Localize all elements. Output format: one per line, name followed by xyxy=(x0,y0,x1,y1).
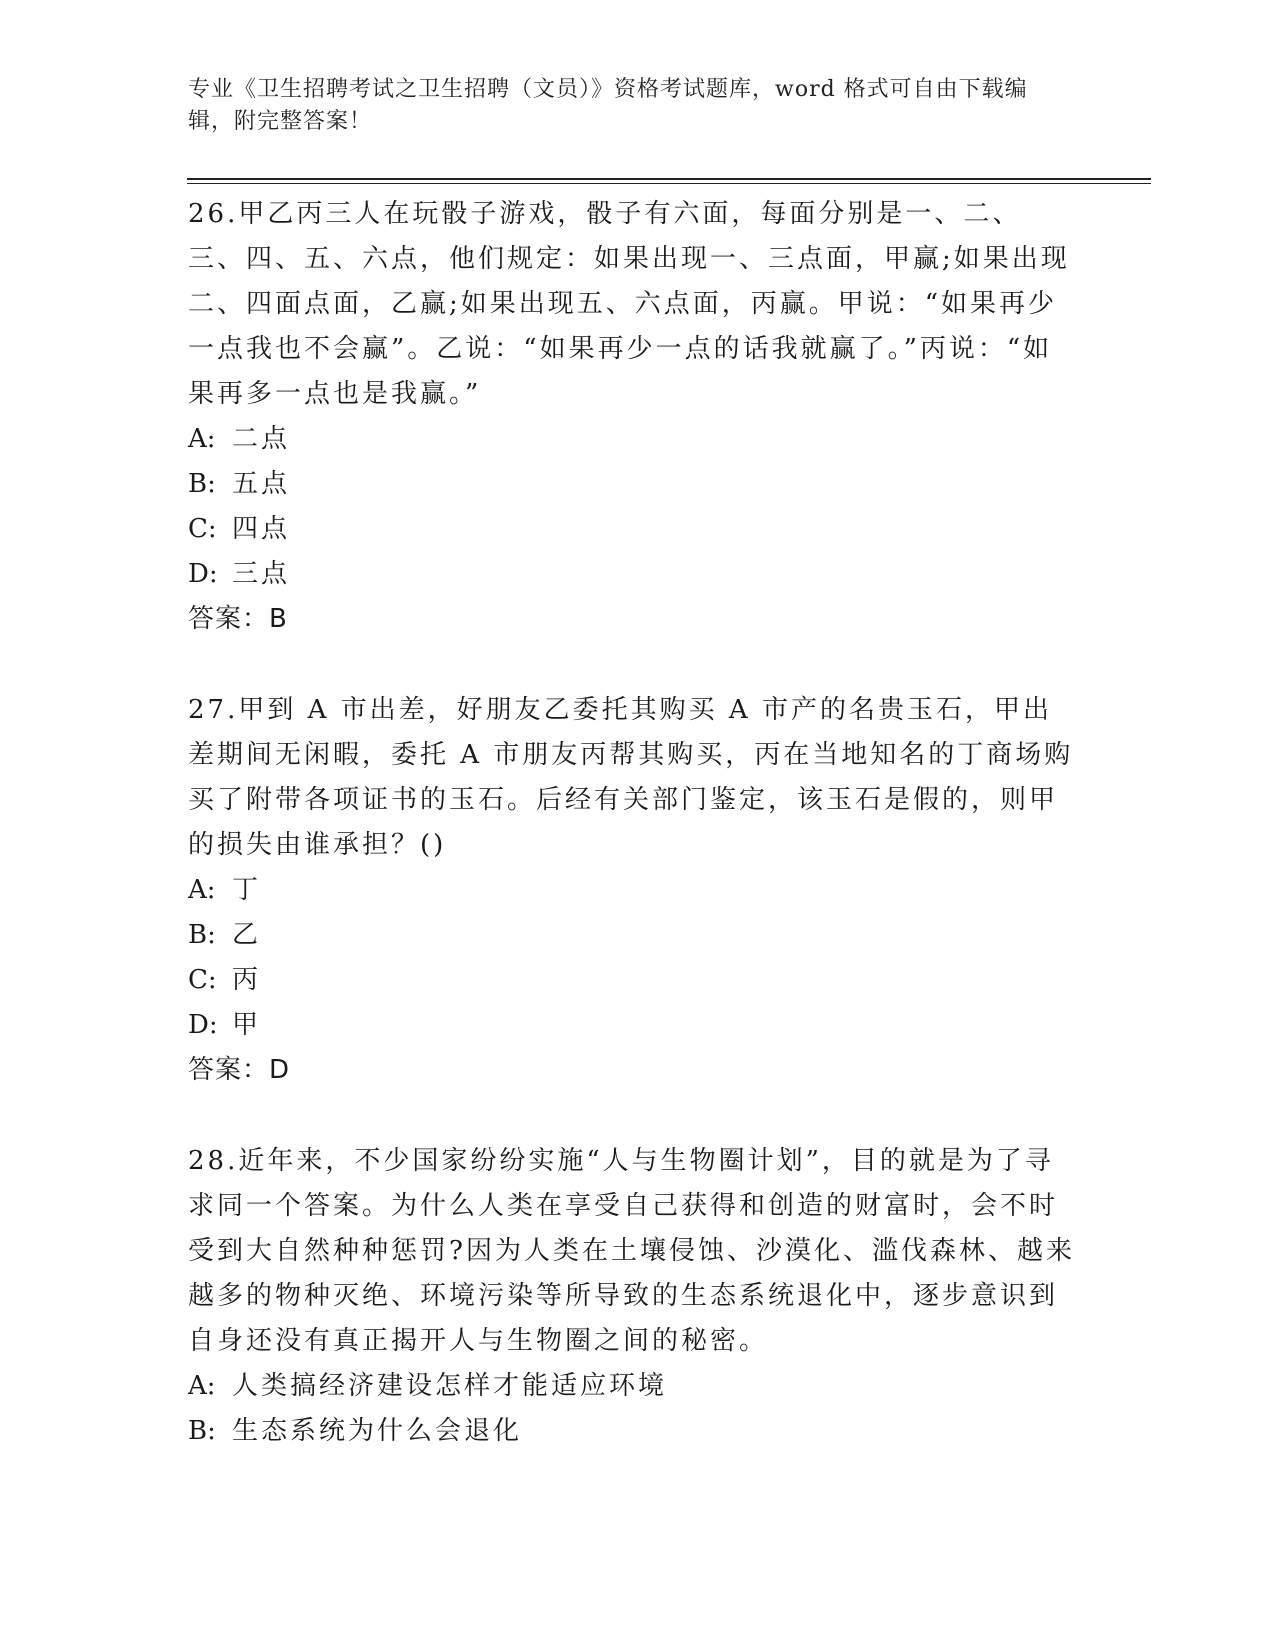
option-letter: B: xyxy=(188,920,216,950)
option-letter: D: xyxy=(188,1010,218,1040)
option-letter: A: xyxy=(188,424,216,454)
option-b xyxy=(188,462,1078,507)
option-a xyxy=(188,868,1078,913)
question-text: 28.近年来，不少国家纷纷实施“人与生物圈计划”，目的就是为了寻求同一个答案。为什么人类在享受自己获得和创造的财富时，会不时受到大自然种种惩罚?因为人类在土壤侵蚀、沙漠化、滥伐森林、越来越多的物种灭绝、环境污染等所导致的生态系统退化中，逐步意识到自身还没有真正揭开人与生物圈之间的秘密。 xyxy=(188,1146,1075,1356)
option-text: 三点 xyxy=(232,559,291,589)
option-letter: D: xyxy=(188,559,218,589)
option-d xyxy=(188,1003,1078,1048)
option-a xyxy=(188,417,1078,462)
option-b xyxy=(188,1409,1078,1454)
option-letter: C: xyxy=(188,514,217,544)
option-a xyxy=(188,1364,1078,1409)
option-text: 丙 xyxy=(232,965,262,995)
answer-text: 答案：B xyxy=(188,604,288,634)
option-letter: C: xyxy=(188,965,217,995)
question-text: 27.甲到 A 市出差，好朋友乙委托其购买 A 市产的名贵玉石，甲出差期间无闲暇，委托 A 市朋友丙帮其购买，丙在当地知名的丁商场购买了附带各项证书的玉石。后经有关部门鉴定，该玉石是假的，则甲的损失由谁承担？() xyxy=(188,695,1074,860)
header-rule xyxy=(187,178,1151,180)
option-text: 乙 xyxy=(232,920,262,950)
question-list xyxy=(188,192,1078,1454)
page-header: 专业《卫生招聘考试之卫生招聘（文员）》资格考试题库，word 格式可自由下载编辑，附完整答案！ xyxy=(188,77,1028,134)
option-letter: B: xyxy=(188,469,216,499)
option-text: 二点 xyxy=(232,424,291,454)
option-letter: B: xyxy=(188,1416,216,1446)
option-text: 四点 xyxy=(232,514,291,544)
option-text: 甲 xyxy=(232,1010,262,1040)
option-b xyxy=(188,913,1078,958)
question-26 xyxy=(188,192,1078,642)
spacer xyxy=(188,1093,1078,1139)
question-28 xyxy=(188,1139,1078,1454)
option-letter: A: xyxy=(188,875,216,905)
option-text: 人类搞经济建设怎样才能适应环境 xyxy=(232,1371,668,1401)
option-text: 生态系统为什么会退化 xyxy=(232,1416,523,1446)
option-c xyxy=(188,958,1078,1003)
question-27 xyxy=(188,688,1078,1093)
question-text: 26.甲乙丙三人在玩骰子游戏，骰子有六面，每面分别是一、二、三、四、五、六点，他们规定：如果出现一、三点面，甲赢;如果出现二、四面点面，乙赢;如果出现五、六点面，丙赢。甲说：“如果再少一点我也不会赢”。乙说：“如果再少一点的话我就赢了。”丙说：“如果再多一点也是我赢。” xyxy=(188,199,1070,409)
option-letter: A: xyxy=(188,1371,216,1401)
answer-text: 答案：D xyxy=(188,1055,291,1085)
option-d xyxy=(188,552,1078,597)
option-c xyxy=(188,507,1078,552)
option-text: 丁 xyxy=(232,875,262,905)
spacer xyxy=(188,642,1078,688)
header-rule-thin xyxy=(187,183,1151,184)
option-text: 五点 xyxy=(232,469,291,499)
